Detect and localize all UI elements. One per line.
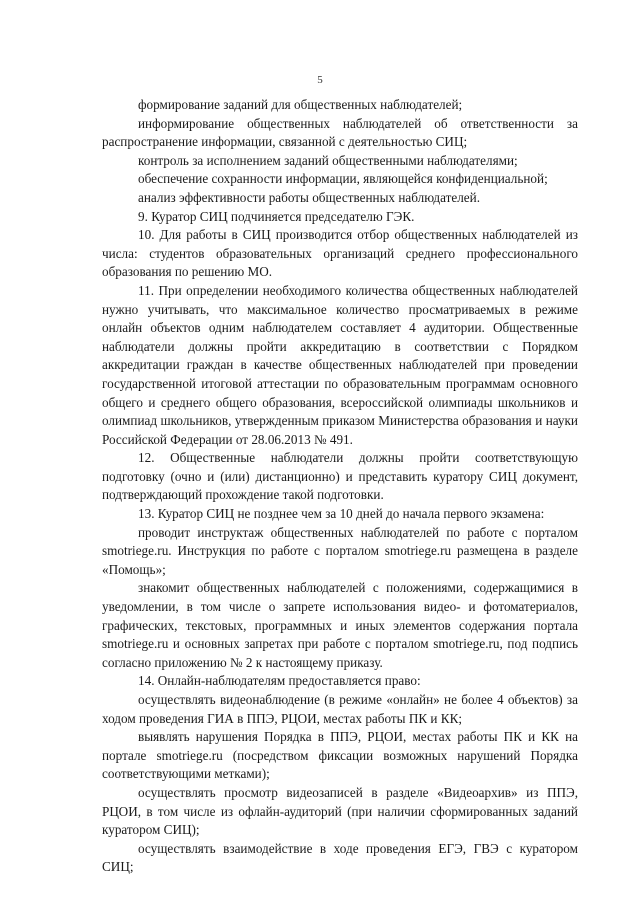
paragraph: 9. Куратор СИЦ подчиняется председателю ГЭК. [138,208,415,224]
paragraph: 12. Общественные наблюдатели должны пройти соответствующую подготовку (очно и (или) дистанционно) и представить куратору СИЦ документ, подтверждающий прохождение такой подготовки. [102,450,578,503]
paragraph: выявлять нарушения Порядка в ППЭ, РЦОИ, местах работы ПК и КК на портале smotriege.ru (посредством фиксации возможных нарушений Порядка соответствующими метками); [102,729,578,782]
page-number: 5 [317,74,323,86]
paragraph: 13. Куратор СИЦ не позднее чем за 10 дней до начала первого экзамена: [138,506,545,522]
paragraph: проводит инструктаж общественных наблюдателей по работе с порталом smotriege.ru. Инструкция по работе с порталом smotriege.ru размещена в разделе «Помощь»; [102,524,578,577]
paragraph: осуществлять просмотр видеозаписей в разделе «Видеоархив» из ППЭ, РЦОИ, в том числе из офлайн-аудиторий (при наличии сформированных заданий куратором СИЦ); [102,784,578,838]
paragraph: обеспечение сохранности информации, являющейся конфиденциальной; [138,171,548,187]
document-body [102,96,578,877]
paragraph: знакомит общественных наблюдателей с положениями, содержащимися в уведомлении, в том числе о запрете использования видео- и фотоматериалов, графических, текстовых, программных и иных элементов содержания портала smotriege.ru и основных запретах при работе с порталом smotriege.ru, под подпись согласно приложению № 2 к настоящему приказу. [102,580,578,670]
paragraph: 10. Для работы в СИЦ производится отбор общественных наблюдателей из числа: студентов образовательных организаций среднего профессионального образования по решению МО. [102,227,578,280]
paragraph: 11. При определении необходимого количества общественных наблюдателей нужно учитывать, что максимальное количество просматриваемых в режиме онлайн объектов одним наблюдателем составляет 4 аудитории. Общественные наблюдатели должны пройти аккредитацию в соответствии с Порядком аккредитации граждан в качестве общественных наблюдателей при проведении государственной итоговой аттестации по образовательным программам основного общего и среднего общего образования, всероссийской олимпиады школьников и олимпиад школьников, утвержденным приказом Министерства образования и науки Российской Федерации от 28.06.2013 № 491. [102,282,578,447]
paragraph: анализ эффективности работы общественных наблюдателей. [138,189,481,205]
paragraph: контроль за исполнением заданий общественными наблюдателями; [138,152,518,168]
paragraph: формирование заданий для общественных наблюдателей; [138,97,463,112]
paragraph: информирование общественных наблюдателей об ответственности за распространение информации, связанной с деятельностью СИЦ; [102,115,578,150]
paragraph: осуществлять видеонаблюдение (в режиме «онлайн» не более 4 объектов) за ходом проведения ГИА в ППЭ, РЦОИ, местах работы ПК и КК; [102,692,578,726]
paragraph: 14. Онлайн-наблюдателям предоставляется право: [138,673,421,689]
paragraph: осуществлять взаимодействие в ходе проведения ЕГЭ, ГВЭ с куратором СИЦ; [102,840,578,875]
